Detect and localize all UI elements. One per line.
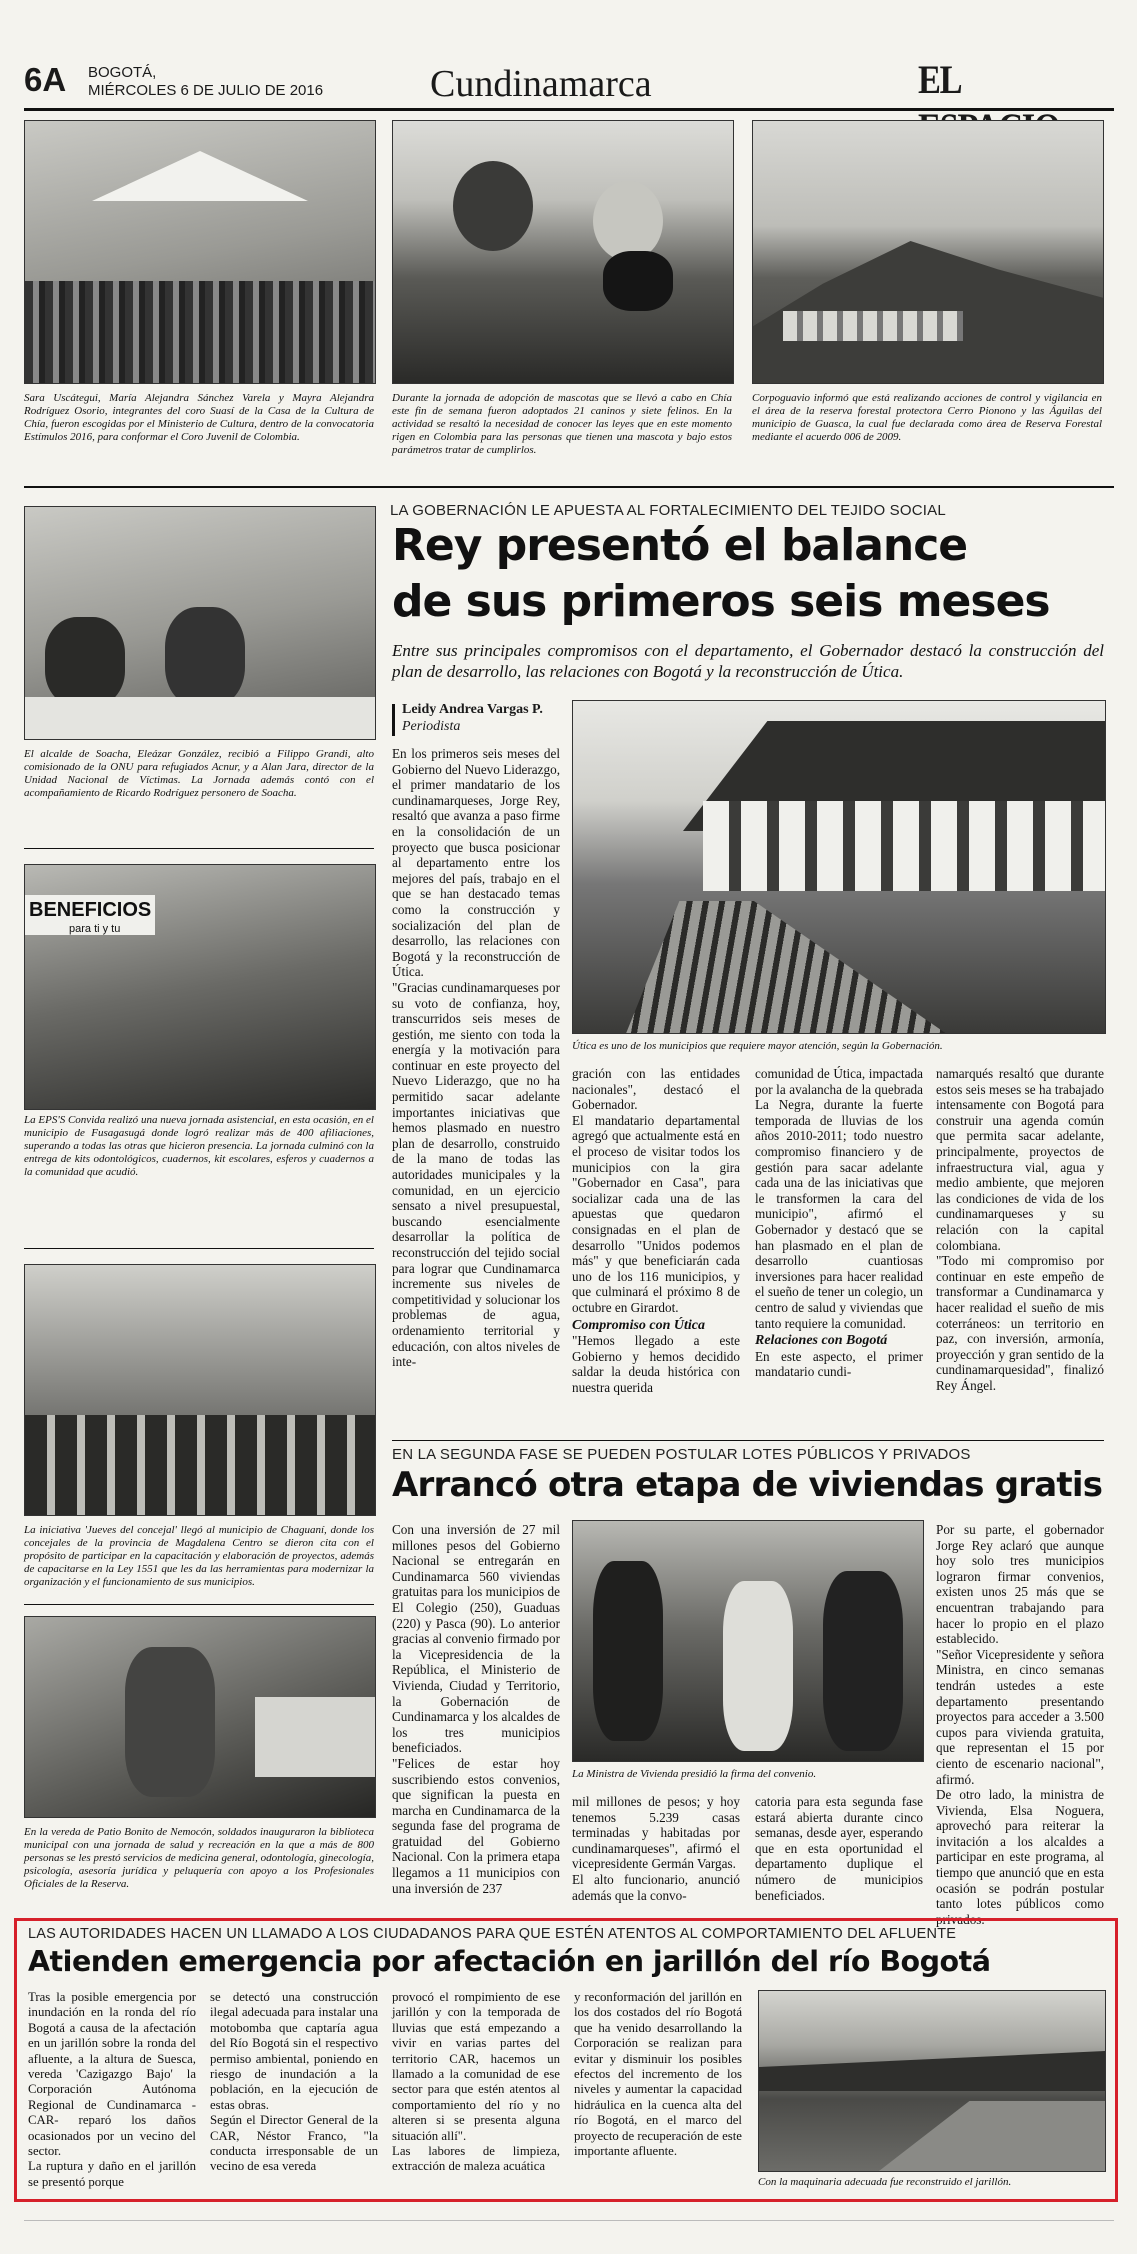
choir-photo [24, 120, 376, 384]
left-rule-1 [24, 848, 374, 849]
story1-col3-text-a: comunidad de Útica, impactada por la avalancha de la quebrada La Negra, durante la fuerte temporada de lluvias de los años 2010-2011; todo nuestro compromiso financiero y de gestión para sacar adelante cada una de las iniciativas que le transformen la cara del municipio", afirmó el Gobernador y destacó que se han plasmado en el plan de desarrollo cuantiosas inversiones para hacer realidad el sueño de tener un colegio, un centro de salud y viviendas que tanto requiere la comunidad. [755, 1066, 923, 1331]
story1-column-3 [755, 1066, 923, 1456]
story3-column-3: provocó el rompimiento de ese jarillón y con la temporada de lluvias que está empezando a vivir en varias partes del territorio CAR, hacemos un llamado a la comunidad de ese sector para que estén atentos al comportamiento del río y no alteren si se presenta alguna situación allí". Las labores de limpieza, extracción de maleza acuática [392, 1990, 560, 2174]
pet-adoption-photo [392, 120, 734, 384]
forest-reserve-photo [752, 120, 1104, 384]
story1-headline-2: de sus primeros seis meses [392, 576, 1050, 627]
story1-deck: Entre sus principales compromisos con el departamento, el Gobernador destacó la construcción del plan de desarrollo, las relaciones con Bogotá y la reconstrucción de Útica. [392, 641, 1104, 681]
story3-column-4: y reconformación del jarillón en los dos costados del río Bogotá que ha venido desarrollando la Corporación se realizan para evitar y disminuir los posibles efectos del incremento de los niveles y aumentar la capacidad hidráulica en la cuenca alta del río Bogotá, en el marco del proyecto de recuperación de este importante afluente. [574, 1990, 742, 2159]
beneficios-sign-sub: para ti y tu [69, 923, 121, 935]
story2-column-3: catoria para esta segunda fase estará abierta durante cinco semanas, desde ayer, esperando que en esta oportunidad el departamento duplique el número de municipios beneficiados. [755, 1794, 923, 1903]
left-caption-4: En la vereda de Patio Bonito de Nemocón, soldados inauguraron la biblioteca municipal con una jornada de salud y recreación en la que a más de 800 personas se les prestó servicios de medicina general, odontología, ginecología, psicología, asesoría jurídica y peluquería con apoyo a los Profesionales Oficiales de la Reserva. [24, 1826, 374, 1890]
housing-signing-photo [572, 1520, 924, 1762]
story2-photo-caption: La Ministra de Vivienda presidió la firma del convenio. [572, 1768, 817, 1780]
left-rule-3 [24, 1604, 374, 1605]
section-title: Cundinamarca [430, 63, 652, 105]
story1-col2-text-a: gración con las entidades nacionales", destacó el Gobernador. El mandatario departamental agregó que actualmente está en el proceso de visitar todos los municipios con la gira "Gobernador en Casa", para socializar cada una de las apuestas que quedaron consignadas en el plan de desarrollo "Unidos podemos más" y que beneficiarán cada uno de los 116 municipios, y que culminará el próximo 8 de octubre en Girardot. [572, 1066, 740, 1315]
story2-column-1: Con una inversión de 27 mil millones pesos del Gobierno Nacional se entregarán en Cundinamarca 560 viviendas gratuitas para los municipios de El Colegio (250), Guaduas (220) y Pasca (90). Lo anterior gracias al convenio firmado por la Vicepresidencia de la República, el Ministerio de Vivienda, Ciudad y Territorio, la Gobernación de Cundinamarca y los alcaldes de los tres municipios beneficiados. "Felices de estar hoy suscribiendo estos convenios, que significan la puesta en marcha en Cundinamarca de la segunda fase del programa de gratuidad del Gobierno Nacional. Con la primera etapa llegamos a 11 municipios con una inversión de 237 [392, 1522, 560, 1896]
story2-column-2: mil millones de pesos; y hoy tenemos 5.239 casas terminadas y habitadas por cundinamarqueses", afirmó el vicepresidente Germán Vargas. El alto funcionario, anunció además que la convo- [572, 1794, 740, 1903]
river-levee-photo [758, 1990, 1106, 2172]
top-caption-1: Sara Uscátegui, María Alejandra Sánchez Varela y Mayra Alejandra Rodríguez Osorio, integrantes del coro Suasí de la Casa de la Cultura de Chía, fueron escogidas por el Ministerio de Cultura, dentro de la convocatoria Estímulos 2016, para conformar el Coro Juvenil de Colombia. [24, 392, 374, 443]
story3-headline: Atienden emergencia por afectación en jarillón del río Bogotá [28, 1945, 991, 1978]
masthead-rule [24, 108, 1114, 111]
top-caption-2: Durante la jornada de adopción de mascotas que se llevó a cabo en Chía este fin de semana fueron adoptados 21 caninos y siete felinos. En la actividad se resaltó la necesidad de conocer las leyes que en este momento rigen en Colombia para las personas que tienen una mascota y bajo estos parámetros tratar de cumplirlos. [392, 392, 732, 456]
left-caption-1: El alcalde de Soacha, Eleázar González, recibió a Filippo Grandi, alto comisionado de la ONU para refugiados Acnur, y a Alan Jara, director de la Unidad Nacional de Víctimas. La Jornada además contó con el acompañamiento de Ricardo Rodríguez personero de Soacha. [24, 748, 374, 799]
story2-column-4: Por su parte, el gobernador Jorge Rey aclaró que aunque hoy solo tres municipios lograron firmar convenios, existen unos 25 más que se encuentran trabajando para hacer lo propio en el plazo establecido. "Señor Vicepresidente y señora Ministra, en cinco semanas tendrán ustedes a este departamento presentando proyectos para acceder a 3.500 cupos para vivienda gratuita, que representan el 15 por ciento de escenario nacional", afirmó. De otro lado, la ministra de Vivienda, Elsa Noguera, aprovechó para reiterar la invitación a los alcaldes a participar en este programa, al tiempo que anunció que en esta ocasión se podrán postular tanto lotes públicos como privados. [936, 1522, 1104, 1927]
story1-overhead: LA GOBERNACIÓN LE APUESTA AL FORTALECIMIENTO DEL TEJIDO SOCIAL [390, 502, 946, 519]
story2-headline: Arrancó otra etapa de viviendas gratis [392, 1465, 1103, 1505]
brand-logo: EL [918, 57, 960, 102]
story1-col3-text-b: En este aspecto, el primer mandatario cundi- [755, 1348, 923, 1380]
beneficios-sign: BENEFICIOS [29, 899, 152, 921]
chaguani-photo [24, 1264, 376, 1516]
utica-station-photo [572, 700, 1106, 1034]
story1-bottom-rule [392, 1440, 1104, 1441]
left-caption-2: La EPS'S Convida realizó una nueva jornada asistencial, en esta ocasión, en el municipio de Fusagasugá donde logró realizar más de 400 afiliaciones, superando a todas las otras que hicieron presencia. La jornada culminó con la entrega de kits odontológicos, cuadernos, kit escolares, esferos y cuadernos a la comunidad que acudió. [24, 1114, 374, 1178]
top-caption-3: Corpoguavio informó que está realizando acciones de control y vigilancia en el área de la reserva forestal protectora Cerro Pionono y las Águilas del municipio de Guasca, la cual fue declarada como área de Reserva Forestal mediante el acuerdo 006 de 2009. [752, 392, 1102, 443]
byline-role: Periodista [402, 719, 461, 734]
story3-column-2: se detectó una construcción ilegal adecuada para instalar una motobomba que captaría agua del Río Bogotá sin el respectivo permiso ambiental, poniendo en riesgo de inundación a la población, en la ejecución de estas obras. Según el Director General de la CAR, Néstor Franco, "la conducta irresponsable de un vecino de esa vereda [210, 1990, 378, 2174]
page-number: 6A [24, 61, 67, 98]
story3-photo-caption: Con la maquinaria adecuada fue reconstruido el jarillón. [758, 2176, 1012, 2188]
masthead-date: MIÉRCOLES 6 DE JULIO DE 2016 [88, 82, 324, 99]
left-rule-2 [24, 1248, 374, 1249]
story3-column-1: Tras la posible emergencia por inundación en la ronda del río Bogotá a causa de la afectación en un jarillón sobre la ronda del afluente, a la altura de Suesca, vereda 'Cazigazgo Bajo' la Corporación Autónoma Regional de Cundinamarca -CAR- reparó los daños ocasionados por un vecino del sector. La ruptura y daño en el jarillón se presentó porque [28, 1990, 196, 2189]
subhead-utica: Compromiso con Útica [572, 1317, 706, 1333]
story2-overhead: EN LA SEGUNDA FASE SE PUEDEN POSTULAR LOTES PÚBLICOS Y PRIVADOS [392, 1446, 971, 1463]
byline-bar [392, 704, 395, 736]
subhead-bogota: Relaciones con Bogotá [755, 1333, 888, 1349]
story1-column-4: namarqués resaltó que durante estos seis meses se ha trabajado intensamente con Bogotá para construir una agenda común que permita sacar adelante, principalmente, proyectos de infraestructura vial, agua y medio ambiente, que mejoren las condiciones de vida de los cundinamarqueses y su relación con la capital colombiana. "Todo mi compromiso por continuar en este empeño de transformar a Cundinamarca y hacer realidad el sueño de mis coterráneos: un territorio en paz, con inversión, armonía, proyección y gran sentido de la cundinamarquesidad", finalizó Rey Ángel. [936, 1066, 1104, 1393]
story1-column-2 [572, 1066, 740, 1456]
top-row-rule [24, 486, 1114, 488]
masthead-city: BOGOTÁ, [88, 64, 157, 81]
story1-headline-1: Rey presentó el balance [392, 520, 968, 571]
soacha-meeting-photo [24, 506, 376, 740]
story1-photo-caption: Útica es uno de los municipios que requiere mayor atención, según la Gobernación. [572, 1040, 943, 1052]
nemocon-photo [24, 1616, 376, 1818]
convida-photo [24, 864, 376, 1110]
story1-column-1: En los primeros seis meses del Gobierno del Nuevo Liderazgo, el primer mandatario de los cundinamarqueses, Jorge Rey, resaltó que avanza a paso firme en la consolidación de un proyecto que busca posicionar al departamento entre los mejores del país, trabajo en el que se han destacado temas como la construcción y socialización del plan de desarrollo, las relaciones con Bogotá y la reconstrucción de Útica. "Gracias cundinamarqueses por su voto de confianza, hoy, transcurridos seis meses de gestión, me siento con toda la energía y la motivación para continuar en este proyecto del Nuevo Liderazgo, que no ha permitido sacar adelante importantes iniciativas que hemos plasmado en nuestro plan de desarrollo, construido de la mano de todas las autoridades municipales y la comunidad, en un ejercicio sensato a nivel presupuestal, buscando esencialmente desarrollar la política de reconstrucción del tejido social para lograr que Cundinamarca incremente sus niveles de competitividad y solucionar los problemas de agua, ordenamiento territorial y educación, con altos niveles de inte- [392, 746, 560, 1370]
left-caption-3: La iniciativa 'Jueves del concejal' llegó al municipio de Chaguaní, donde los concejales de la provincia de Magdalena Centro se dieron cita con el propósito de participar en la capacitación y elaboración de proyectos, además de capacitarse en la Ley 1551 que les da las herramientas para modernizar la organización y el funcionamiento de sus municipios. [24, 1524, 374, 1588]
story1-col2-text-b: "Hemos llegado a este Gobierno y hemos decidido saldar la deuda histórica con nuestra querida [572, 1333, 740, 1395]
story3-overhead: LAS AUTORIDADES HACEN UN LLAMADO A LOS CIUDADANOS PARA QUE ESTÉN ATENTOS AL COMPORTAMIENTO DEL AFLUENTE [28, 1926, 957, 1942]
byline-name: Leidy Andrea Vargas P. [402, 702, 543, 717]
page-bottom-rule [24, 2220, 1114, 2221]
